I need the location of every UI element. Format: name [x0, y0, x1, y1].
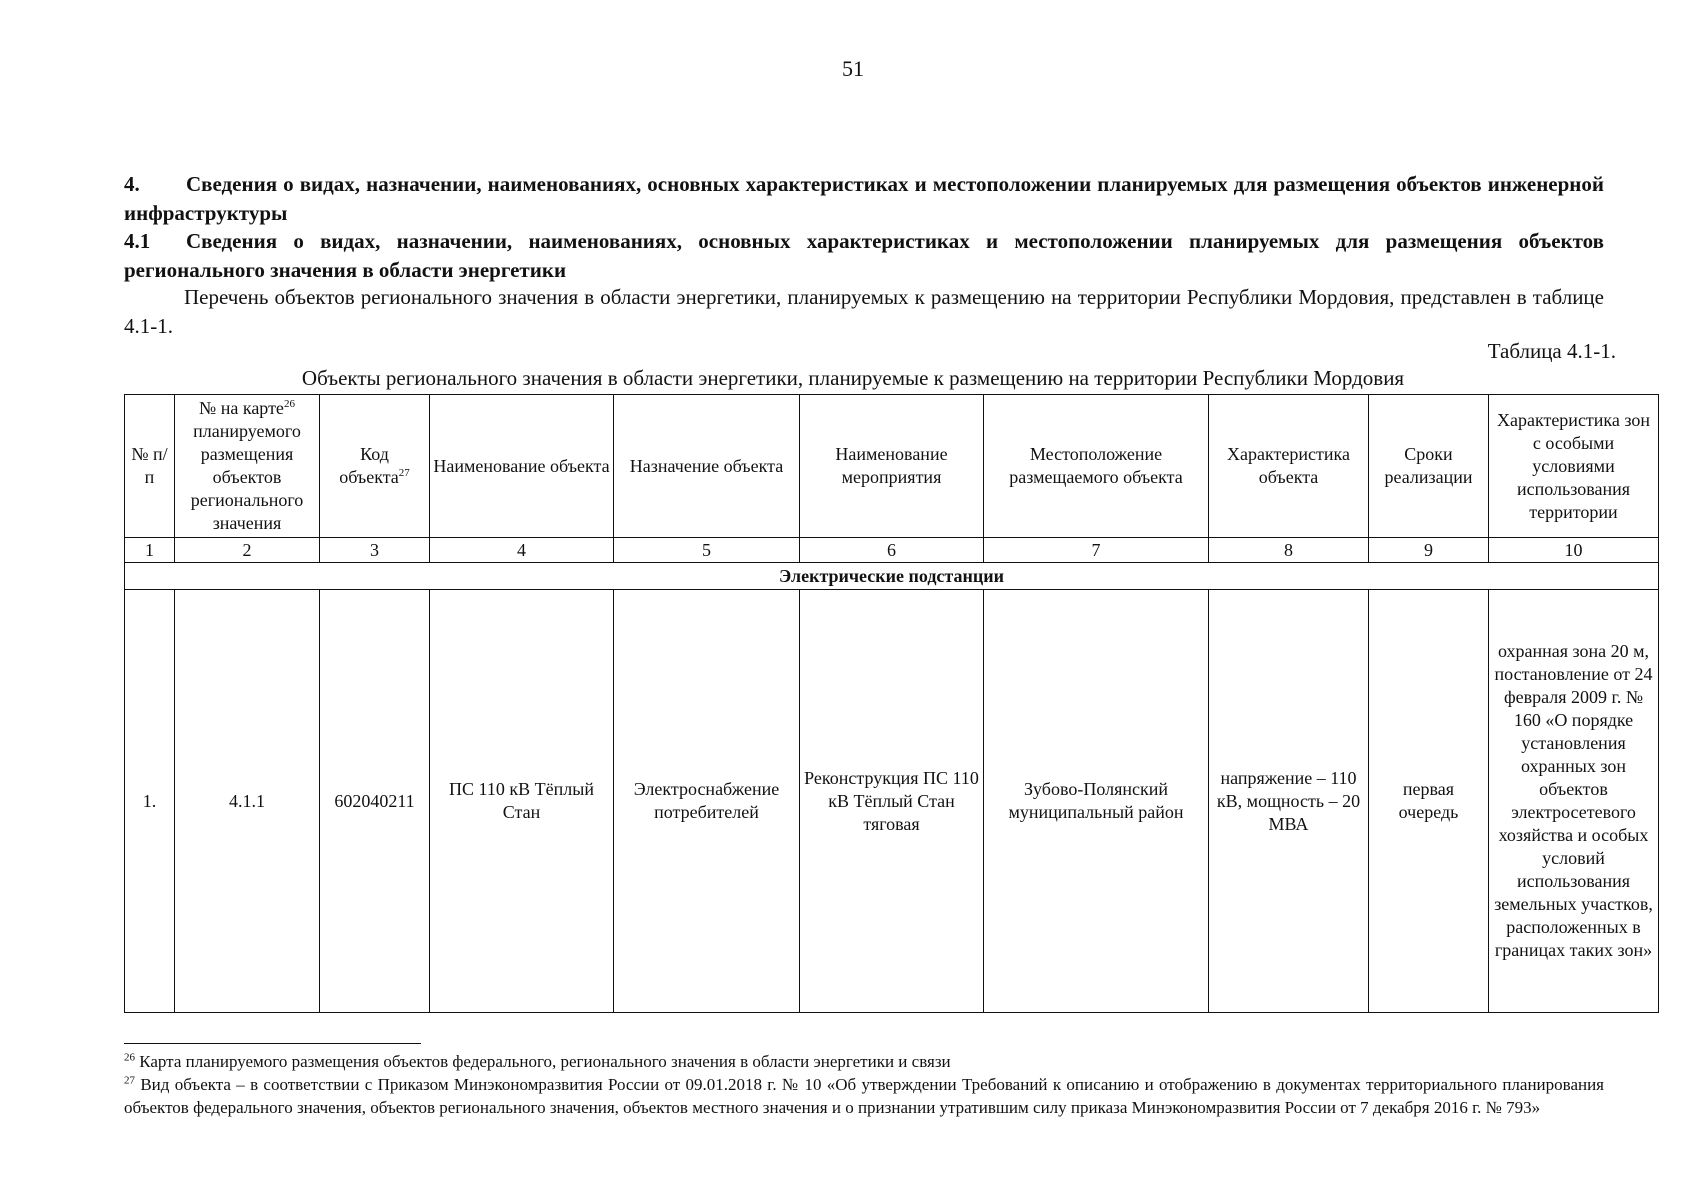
column-number: 5 [614, 538, 800, 563]
footnote-26 [124, 1050, 1604, 1073]
cell-map-number: 4.1.1 [175, 590, 320, 1013]
cell-zones: охранная зона 20 м, постановление от 24 февраля 2009 г. № 160 «О порядке установления охранных зон объектов электросетевого хозяйства и особых условий использования земельных участков, расположенных в границах таких зон» [1489, 590, 1659, 1013]
cell-term: первая очередь [1369, 590, 1489, 1013]
group-title: Электрические подстанции [125, 563, 1659, 590]
footnote-27 [124, 1073, 1604, 1119]
cell-name: ПС 110 кВ Тёплый Стан [430, 590, 614, 1013]
column-number: 2 [175, 538, 320, 563]
intro-paragraph: Перечень объектов регионального значения в области энергетики, планируемых к размещению на территории Республики Мордовия, представлен в таблице 4.1-1. [124, 285, 1604, 338]
column-number: 6 [800, 538, 984, 563]
section-title: Сведения о видах, назначении, наименованиях, основных характеристиках и местоположении планируемых для размещения объектов инженерной инфраструктуры [124, 172, 1604, 225]
col-header-term: Сроки реализации [1369, 395, 1489, 538]
col-header-number: № п/п [125, 395, 175, 538]
column-number: 4 [430, 538, 614, 563]
column-number: 9 [1369, 538, 1489, 563]
column-number: 10 [1489, 538, 1659, 563]
col-header-map-label-rest: планируемого размещения объектов регионального значения [190, 421, 304, 533]
footnote-divider [124, 1043, 421, 1044]
col-header-measure: Наименование мероприятия [800, 395, 984, 538]
col-header-zones: Характеристика зон с особыми условиями использования территории [1489, 395, 1659, 538]
cell-measure: Реконструкция ПС 110 кВ Тёплый Стан тяговая [800, 590, 984, 1013]
cell-code: 602040211 [320, 590, 430, 1013]
section-number: 4.1 [124, 229, 151, 253]
group-row [125, 563, 1659, 590]
column-number: 3 [320, 538, 430, 563]
footnote-text: Вид объекта – в соответствии с Приказом Минэкономразвития России от 09.01.2018 г. № 10 «Об утверждении Требований к описанию и отображению в документах территориального планирования объектов федерального значения, объектов регионального значения, объектов местного значения и о признании утратившим силу приказа Минэкономразвития России от 7 декабря 2016 г. № 793» [124, 1075, 1605, 1117]
objects-table [124, 394, 1659, 1013]
column-number: 1 [125, 538, 175, 563]
col-header-map-label: № на карте [199, 398, 284, 418]
cell-location: Зубово-Полянский муниципальный район [984, 590, 1209, 1013]
table-row [125, 590, 1659, 1013]
cell-purpose: Электроснабжение потребителей [614, 590, 800, 1013]
column-number: 8 [1209, 538, 1369, 563]
table-header-row [125, 395, 1659, 538]
cell-number: 1. [125, 590, 175, 1013]
page-number: 51 [842, 56, 864, 81]
column-number: 7 [984, 538, 1209, 563]
footnote-ref-27: 27 [398, 467, 410, 479]
table-number: Таблица 4.1-1. [1487, 339, 1616, 363]
col-header-location: Местоположение размещаемого объекта [984, 395, 1209, 538]
column-number-row [125, 538, 1659, 563]
footnote-text: Карта планируемого размещения объектов федерального, регионального значения в области энергетики и связи [139, 1052, 951, 1071]
cell-characteristic: напряжение – 110 кВ, мощность – 20 МВА [1209, 590, 1369, 1013]
table-caption: Объекты регионального значения в области энергетики, планируемые к размещению на территории Республики Мордовия [301, 366, 1405, 390]
footnote-marker: 26 [124, 1051, 135, 1064]
section-heading-4-1 [124, 227, 1604, 285]
footnote-marker: 27 [124, 1074, 135, 1087]
section-number: 4. [124, 172, 140, 196]
section-title: Сведения о видах, назначении, наименованиях, основных характеристиках и местоположении планируемых для размещения объектов регионального значения в области энергетики [124, 229, 1604, 282]
col-header-code-label: Код объекта [339, 444, 399, 487]
footnote-ref-26: 26 [283, 398, 295, 410]
col-header-name: Наименование объекта [430, 395, 614, 538]
section-heading-4 [124, 170, 1604, 228]
col-header-map-number [175, 395, 320, 538]
footnotes [124, 1050, 1604, 1119]
col-header-characteristic: Характеристика объекта [1209, 395, 1369, 538]
col-header-code [320, 395, 430, 538]
col-header-purpose: Назначение объекта [614, 395, 800, 538]
